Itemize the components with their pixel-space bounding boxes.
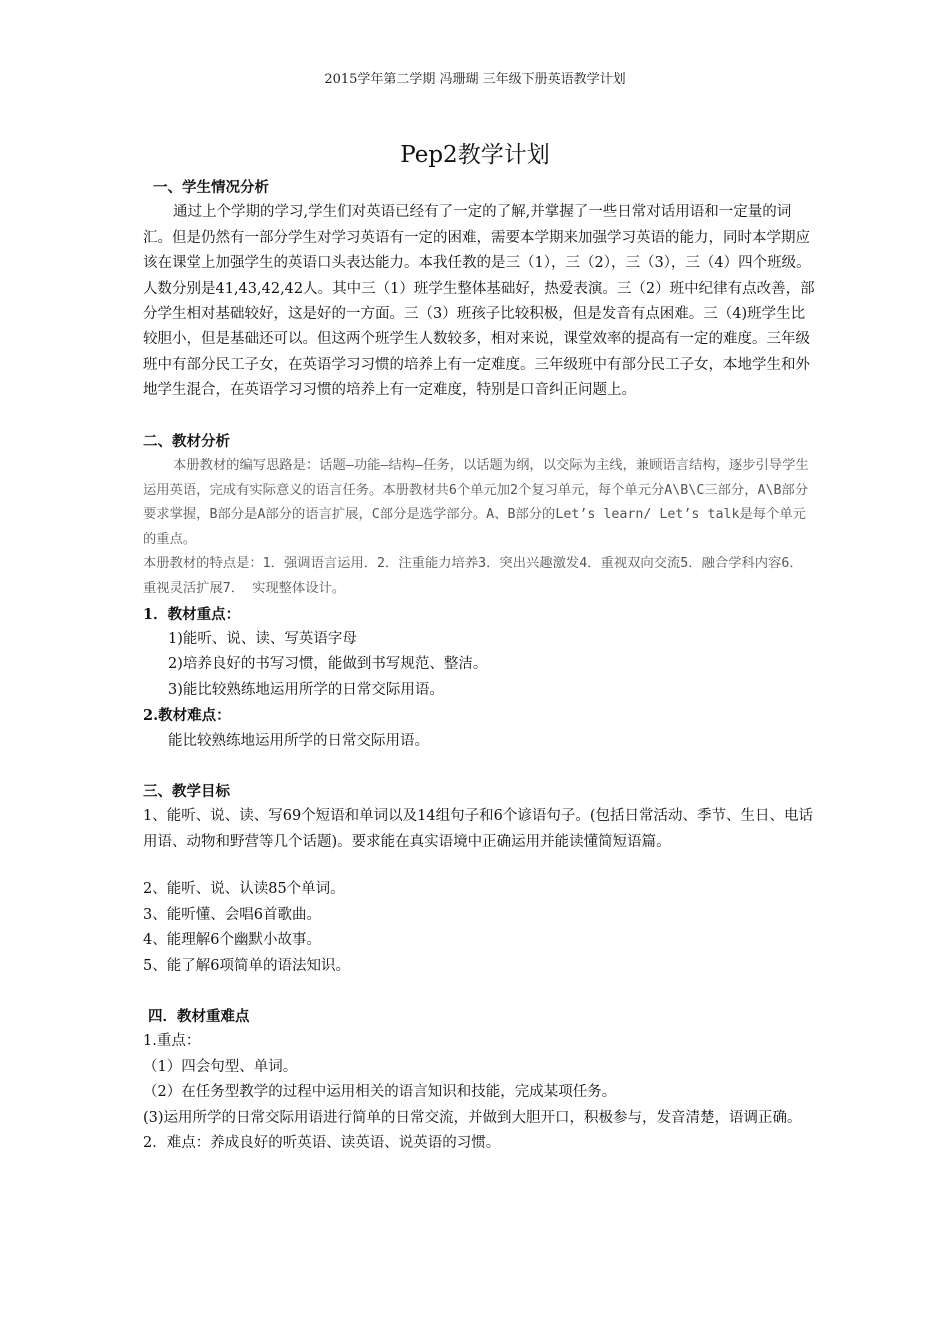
objective-item: 1、能听、说、读、写69个短语和单词以及14组句子和6个谚语句子。(包括日常活动、季节、生日、电话用语、动物和野营等几个话题)。要求能在真实语境中正确运用并能读懂简短语篇。 (143, 808, 814, 850)
difficulty-heading: 2.教材难点： (143, 707, 231, 725)
section3-heading: 三、教学目标 (143, 783, 230, 801)
key-points-heading: 1．教材重点： (143, 605, 241, 623)
key-point-item: 3)能比较熟练地运用所学的日常交际用语。 (168, 681, 444, 698)
key-point-item: 1)能听、说、读、写英语字母 (168, 631, 357, 648)
objective-item: 5、能了解6项简单的语法知识。 (143, 957, 350, 974)
section2-paragraph-2: 本册教材的特点是：1．强调语言运用．2．注重能力培养3．突出兴趣激发4．重视双向交流5．融合学科内容6． 重视灵活扩展7． 实现整体设计。 (143, 556, 803, 597)
section4-item: （2）在任务型教学的过程中运用相关的语言知识和技能，完成某项任务。 (143, 1084, 617, 1101)
section4-difficulty: 2．难点：养成良好的听英语、读英语、说英语的习惯。 (143, 1134, 501, 1151)
section2-heading: 二、教材分析 (143, 432, 230, 450)
section4-heading: 四．教材重难点 (148, 1007, 250, 1025)
section4-item: （1）四会句型、单词。 (143, 1058, 298, 1075)
objective-item: 3、能听懂、会唱6首歌曲。 (143, 906, 321, 923)
page-header: 2015学年第二学期 冯珊瑚 三年级下册英语教学计划 (324, 72, 626, 87)
difficulty-text: 能比较熟练地运用所学的日常交际用语。 (168, 732, 429, 749)
document-body (143, 175, 815, 1156)
section1-paragraph: 通过上个学期的学习,学生们对英语已经有了一定的了解,并掌握了一些日常对话用语和一定量的词汇。但是仍然有一部分学生对学习英语有一定的困难，需要本学期来加强学习英语的能力，同时本学期应该在课堂上加强学生的英语口头表达能力。本我任教的是三（1），三（2），三（3），三（4）四个班级。人数分别是41,43,42,42人。其中三（1）班学生整体基础好，热爱表演。三（2）班中纪律有点改善，部分学生相对基础较好，这是好的一方面。三（3）班孩子比较积极，但是发音有点困难。三（4)班学生比较胆小，但是基础还可以。但这两个班学生人数较多，相对来说，课堂效率的提高有一定的难度。三年级班中有部分民工子女，在英语学习习惯的培养上有一定难度。三年级班中有部分民工子女，本地学生和外地学生混合，在英语学习习惯的培养上有一定难度，特别是口音纠正问题上。 (143, 204, 815, 399)
section4-key-heading: 1.重点： (143, 1033, 201, 1050)
objective-item: 2、能听、说、认读85个单词。 (143, 881, 345, 898)
objective-item: 4、能理解6个幽默小故事。 (143, 932, 321, 949)
section1-heading: 一、学生情况分析 (153, 179, 269, 196)
key-point-item: 2)培养良好的书写习惯，能做到书写规范、整洁。 (168, 656, 488, 673)
document-title: Pep2教学计划 (400, 142, 550, 168)
section4-item: (3)运用所学的日常交际用语进行简单的日常交流，并做到大胆开口，积极参与，发音清楚，语调正确。 (143, 1109, 802, 1126)
section2-paragraph-1: 本册教材的编写思路是：话题—功能—结构—任务，以话题为纲，以交际为主线，兼顾语言结构，逐步引导学生运用英语，完成有实际意义的语言任务。本册教材共6个单元加2个复习单元，每个单元分A\B\C三部分，A\B部分要求掌握，B部分是A部分的语言扩展，C部分是选学部分。A、B部分的Let’s learn/ Let’s talk是每个单元的重点。 (143, 458, 809, 547)
